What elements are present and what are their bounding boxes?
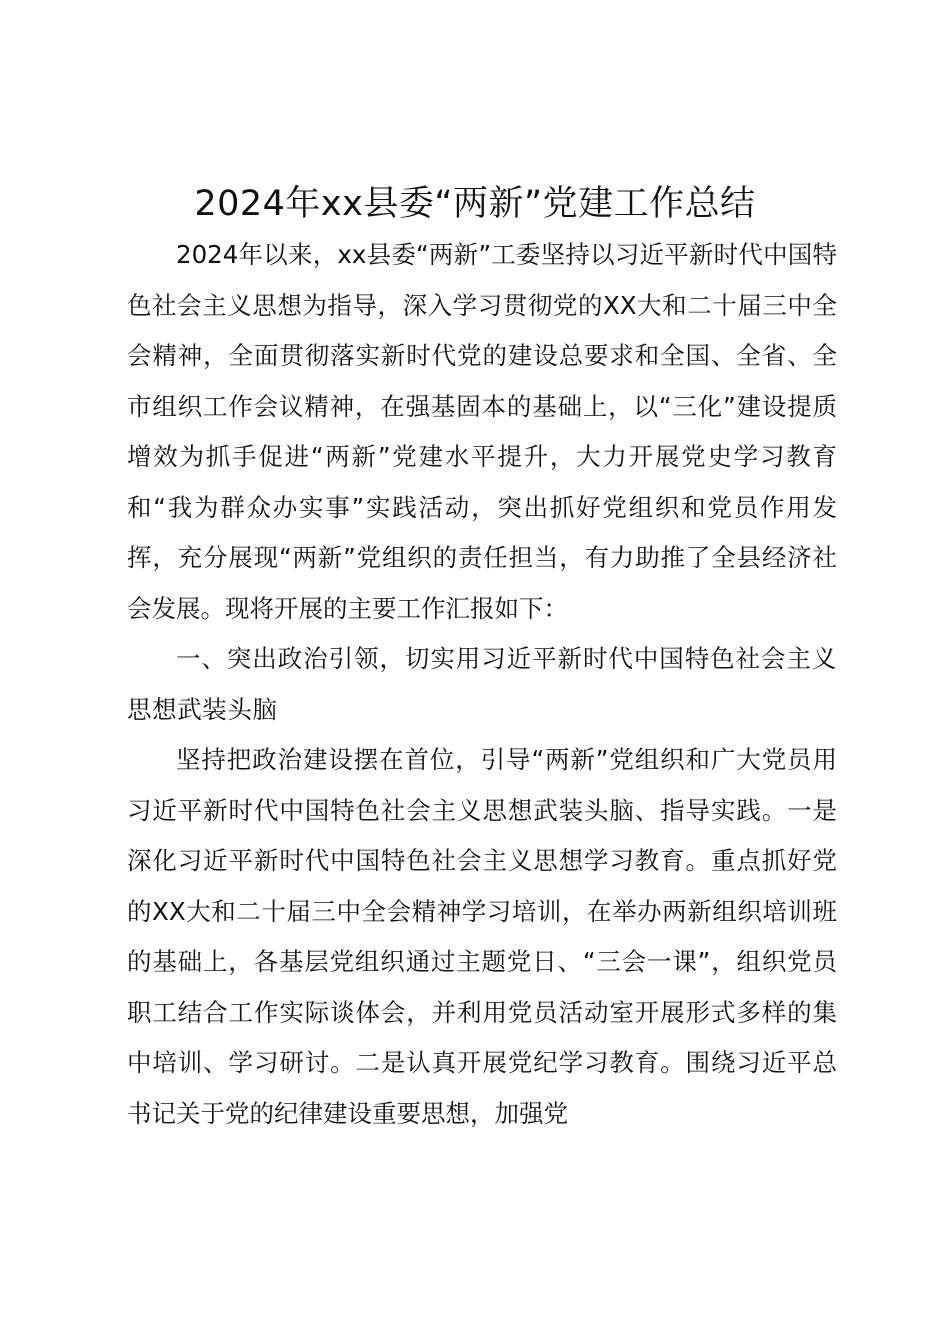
document-title: 2024年xx县委“两新”党建工作总结 <box>194 184 756 224</box>
section-paragraph: 坚持把政治建设摆在首位，引导“两新”党组织和广大党员用习近平新时代中国特色社会主义思想武装头脑、指导实践。一是深化习近平新时代中国特色社会主义思想学习教育。重点抓好党的XX大和二十届三中全会精神学习培训，在举办两新组织培训班的基础上，各基层党组织通过主题党日、“三会一课”，组织党员职工结合工作实际谈体会，并利用党员活动室开展形式多样的集中培训、学习研讨。二是认真开展党纪学习教育。围绕习近平总书记关于党的纪律建设重要思想，加强党 <box>127 745 837 1128</box>
intro-paragraph: 2024年以来，xx县委“两新”工委坚持以习近平新时代中国特色社会主义思想为指导，深入学习贯彻党的XX大和二十届三中全会精神，全面贯彻落实新时代党的建设总要求和全国、全省、全市组织工作会议精神，在强基固本的基础上，以“三化”建设提质增效为抓手促进“两新”党建水平提升，大力开展党史学习教育和“我为群众办实事”实践活动，突出抓好党组织和党员作用发挥，充分展现“两新”党组织的责任担当，有力助推了全县经济社会发展。现将开展的主要工作汇报如下： <box>127 240 837 623</box>
document-body <box>127 230 837 1139</box>
section-heading: 一、突出政治引领，切实用习近平新时代中国特色社会主义思想武装头脑 <box>127 644 837 724</box>
